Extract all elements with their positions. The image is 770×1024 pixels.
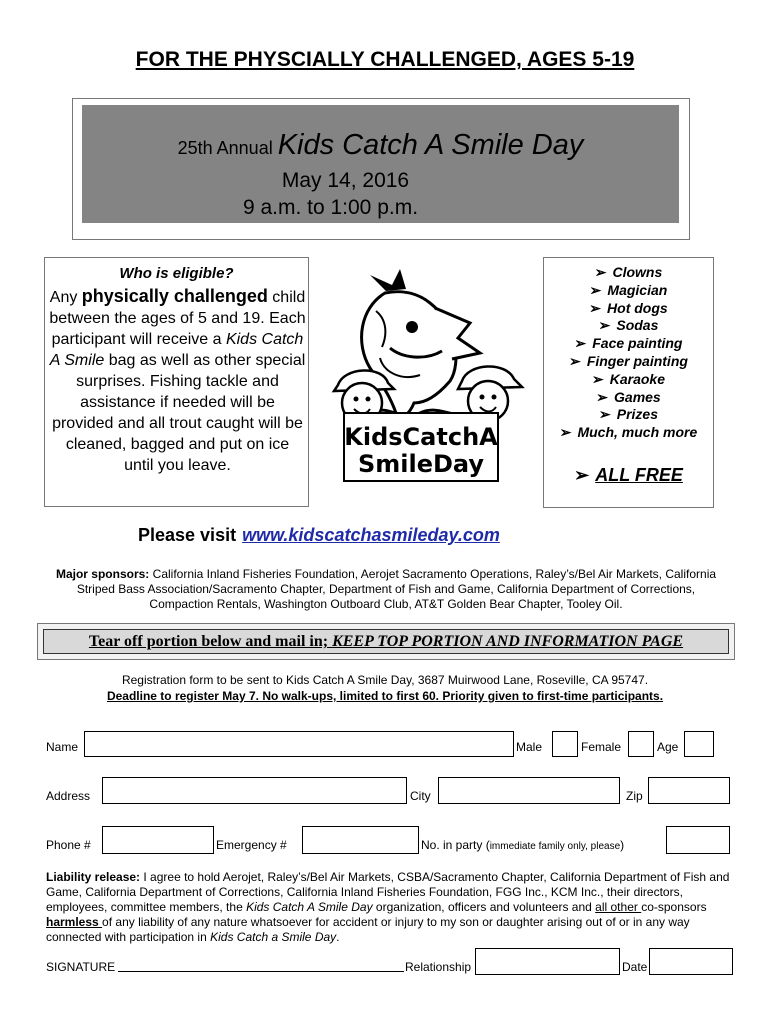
zip-label: Zip [626,789,643,803]
party-label [421,838,624,852]
feature-item [544,353,713,371]
signature-line[interactable] [118,971,404,972]
name-field[interactable] [84,731,514,757]
sponsors-label: Major sponsors: [55,567,150,581]
liability-italic-1: Kids Catch A Smile Day [246,900,373,914]
eligibility-text-2: child between the ages of 5 and 19. Each participant will receive a [49,289,306,348]
eligibility-text-1: Any [49,289,82,306]
relationship-field[interactable] [475,948,620,975]
liability-text-5: . [336,930,340,944]
date-field[interactable] [649,948,733,975]
page-title: FOR THE PHYSCIALLY CHALLENGED, AGES 5-19 [135,48,635,71]
date-label: Date [622,960,648,974]
feature-item [544,282,713,300]
party-close: ) [620,838,625,852]
tearoff-text [89,633,683,650]
website-link[interactable]: www.kidscatchasmileday.com [242,525,500,545]
sponsors-text [46,567,726,612]
liability-release [46,870,736,945]
feature-label: Magician [607,281,668,298]
liability-harmless: harmless [46,915,103,929]
visit-line [138,525,500,546]
phone-label: Phone # [46,838,91,852]
feature-item [544,424,713,442]
feature-label: Games [614,388,661,405]
feature-label: Much, much more [577,424,698,441]
eligibility-text [49,286,306,476]
arrow-bullet-icon: ➢ [589,299,602,316]
event-banner [82,105,679,223]
feature-label: Finger painting [586,352,688,369]
arrow-bullet-icon: ➢ [599,406,611,423]
phone-field[interactable] [102,826,214,854]
feature-label: Prizes [616,406,658,423]
age-label: Age [657,740,679,754]
eligibility-heading: Who is eligible? [119,265,234,282]
liability-label: Liability release: [46,870,141,884]
liability-italic-2: Kids Catch a Smile Day [210,930,337,944]
arrow-bullet-icon: ➢ [596,388,609,405]
features-box [543,257,714,508]
feature-item [544,317,713,335]
address-field[interactable] [102,777,407,804]
liability-text-4: of any liability of any nature whatsoever for accident or injury to my son or daughter arising out of or in any way connected with participation in [46,915,690,944]
all-free [544,465,713,486]
age-field[interactable] [684,731,714,757]
city-label: City [410,789,431,803]
feature-label: Sodas [616,317,659,334]
feature-label: Hot dogs [607,299,668,316]
kids-catch-a-smile-logo [330,263,530,485]
banner-date: May 14, 2016 [281,169,410,192]
party-note: immediate family only, please [489,841,621,852]
liability-text-2: organization, officers and volunteers and [372,900,596,914]
feature-label: Clowns [612,264,663,280]
banner-time: 9 a.m. to 1:00 p.m. [242,196,419,219]
city-field[interactable] [438,777,620,804]
feature-label: Face painting [592,335,683,352]
emergency-field[interactable] [302,826,419,854]
eligibility-text-3: bag as well as other special surprises. Fishing tackle and assistance if needed will be provided and all trout caught will be cleaned, bagged and put on ice until you leave. [52,352,306,474]
feature-item [544,389,713,407]
party-count-field[interactable] [666,826,730,854]
feature-item [544,406,713,424]
tearoff-emphasis: KEEP TOP PORTION AND INFORMATION PAGE [332,633,684,650]
feature-item [544,371,713,389]
liability-text-3: co-sponsors [641,900,707,914]
all-free-label: ALL FREE [595,465,683,485]
signature-label: SIGNATURE [46,960,116,974]
banner-prefix: 25th Annual [177,138,278,158]
arrow-bullet-icon: ➢ [598,317,611,334]
logo-text-line2: SmileDay [357,450,485,478]
feature-label: Karaoke [609,370,665,387]
male-checkbox[interactable] [552,731,578,757]
male-label: Male [516,740,543,754]
emergency-label: Emergency # [216,838,287,852]
zip-field[interactable] [648,777,730,804]
logo-text-line1: KidsCatchA [344,423,498,451]
visit-label: Please visit [138,525,237,545]
party-label-text: No. in party ( [421,838,490,852]
feature-item [544,335,713,353]
sponsors-list: California Inland Fisheries Foundation, Aerojet Sacramento Operations, Raley’s/Bel Air Markets, California Striped Bass Association/Sacramento Chapter, Department of Fish and Game, California Department of Corrections, Compaction Rentals, Washington Outboard Club, AT&T Golden Bear Chapter, Tooley Oil. [76,567,717,611]
tearoff-inner [43,629,729,654]
tearoff-banner [37,623,735,660]
female-label: Female [581,740,622,754]
address-label: Address [46,789,91,803]
feature-item [544,300,713,318]
arrow-bullet-icon: ➢ [592,370,604,387]
arrow-bullet-icon: ➢ [574,335,587,352]
liability-text-1: I agree to hold Aerojet, Raley’s/Bel Air Markets, CSBA/Sacramento Chapter, California Department of Fish and Game, California Department of Corrections, California Inland Fisheries Foundation, FGG Inc., KCM Inc., their directors, employees, committee members, the [46,870,730,914]
registration-address: Registration form to be sent to Kids Catch A Smile Day, 3687 Muirwood Lane, Roseville, CA 95747. [121,673,649,687]
banner-event-line [82,129,679,162]
relationship-label: Relationship [405,960,472,974]
arrow-bullet-icon: ➢ [594,264,607,280]
arrow-bullet-icon: ➢ [559,424,572,441]
name-label: Name [46,740,79,754]
features-list [544,264,713,442]
registration-deadline: Deadline to register May 7. No walk-ups, limited to first 60. Priority given to first-time participants. [106,689,664,703]
arrow-bullet-icon: ➢ [574,465,590,485]
female-checkbox[interactable] [628,731,654,757]
arrow-bullet-icon: ➢ [569,352,581,369]
banner-event-name: Kids Catch A Smile Day [277,129,584,161]
eligibility-box [44,257,309,507]
eligibility-italic: Kids Catch A Smile [49,331,304,369]
arrow-bullet-icon: ➢ [589,281,602,298]
feature-item [544,264,713,282]
liability-underline-1: all other [595,900,642,914]
tearoff-instruction: Tear off portion below and mail in; [88,633,333,650]
eligibility-bold: physically challenged [81,286,268,306]
